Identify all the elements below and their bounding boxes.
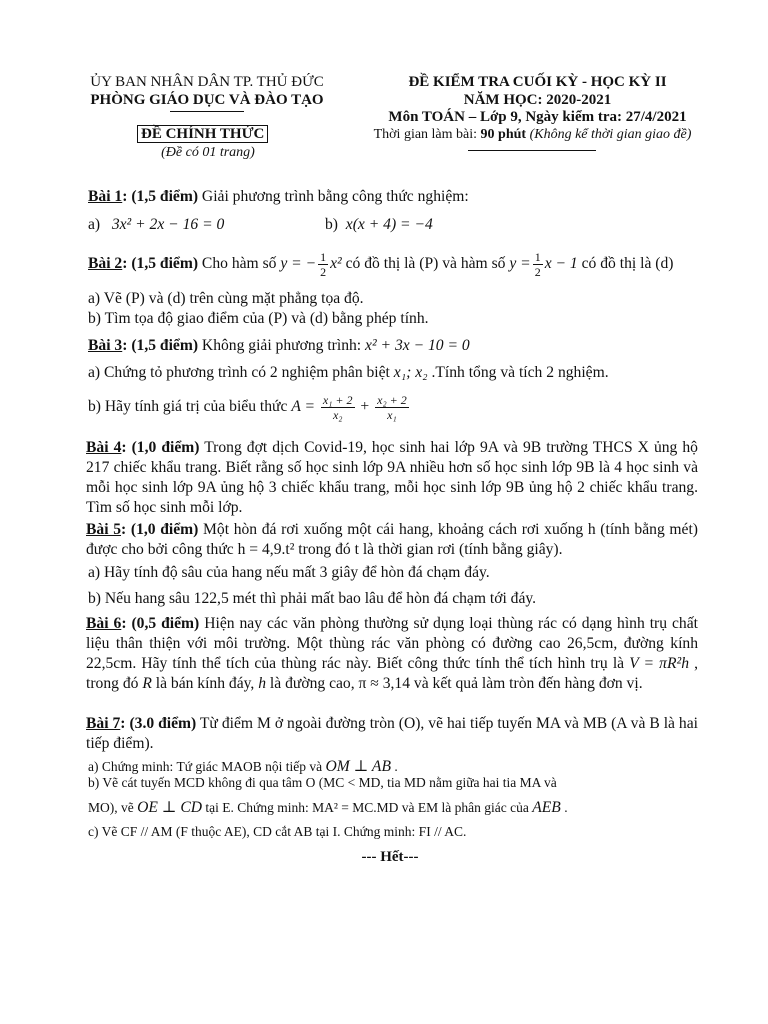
bai7-paragraph: Bài 7: (3.0 điểm) Từ điểm M ở ngoài đường tròn (O), vẽ hai tiếp tuyến MA và MB (A và B là hai tiếp điểm). xyxy=(86,715,698,752)
bai3-a: a) Chứng tỏ phương trình có 2 nghiệm phân biệt x₁; x₂ .Tính tổng và tích 2 nghiệm. xyxy=(88,364,609,381)
exam-title: ĐỀ KIỂM TRA CUỐI KỲ - HỌC KỲ II xyxy=(408,74,667,90)
subject-line: Môn TOÁN – Lớp 9, Ngày kiểm tra: 27/4/2021 xyxy=(388,109,687,125)
header-left-divider xyxy=(170,111,244,112)
bai6-paragraph: Bài 6: (0,5 điểm) Hiện nay các văn phòng thường sử dụng loại thùng rác có dạng hình trụ chất liệu thân thiện với môi trường. Một thùng rác văn phòng có đường cao 26,5cm, đường kính 22,5cm. Hãy tính thể tích của thùng rác này. Biết công thức tính thể tích hình trụ là V = πR²h , trong đó R là bán kính đáy, h là đường cao, π ≈ 3,14 và kết quả làm tròn đến hàng đơn vị. xyxy=(86,615,699,692)
end-marker: --- Hết--- xyxy=(361,849,419,865)
bai1-a: a) 3x² + 2x − 16 = 0 xyxy=(88,216,225,233)
time-line: Thời gian làm bài: 90 phút (Không kể thời gian giao đề) xyxy=(373,127,692,142)
school-year: NĂM HỌC: 2020-2021 xyxy=(463,92,612,108)
pages-note: (Đề có 01 trang) xyxy=(161,145,255,160)
bai5-paragraph: Bài 5: (1,0 điểm) Một hòn đá rơi xuống một cái hang, khoảng cách rơi xuống h (tính bằng mét) được cho bởi công thức h = 4,9.t² trong đó t là thời gian rơi (tính bằng giây). xyxy=(86,521,698,558)
bai3-b: b) Hãy tính giá trị của biểu thức A = $\frac{\text{x₁ + 2}}{\text{x₂}}$ + $\frac{\text{x₂ + 2}}{\text{x₁}}$ xyxy=(88,393,407,422)
header-right-divider xyxy=(468,150,596,151)
bai7-c: c) Vẽ CF // AM (F thuộc AE), CD cắt AB tại I. Chứng minh: FI // AC. xyxy=(88,824,467,839)
bai5-b: b) Nếu hang sâu 122,5 mét thì phải mất bao lâu để hòn đá chạm tới đáy. xyxy=(88,590,537,607)
bai7-b-line2: MO), vẽ OE ⊥ CD tại E. Chứng minh: MA² = MC.MD và EM là phân giác của AEB . xyxy=(88,799,568,816)
bai5-a: a) Hãy tính độ sâu của hang nếu mất 3 giây để hòn đá chạm đáy. xyxy=(88,564,490,581)
bai2-heading: Bài 2: (1,5 điểm) Cho hàm số y = − $\frac{1}{2}$ x² có đồ thị là (P) và hàm số y = $\frac{1}{2}$ x − 1 có đồ thị là (d) xyxy=(88,250,674,279)
bai3-heading: Bài 3: (1,5 điểm) Không giải phương trình: x² + 3x − 10 = 0 xyxy=(88,337,470,354)
header-department: PHÒNG GIÁO DỤC VÀ ĐÀO TẠO xyxy=(90,92,324,108)
bai7-a: a) Chứng minh: Tứ giác MAOB nội tiếp và OM ⊥ AB . xyxy=(88,758,398,775)
bai2-a: a) Vẽ (P) và (d) trên cùng mặt phẳng tọa độ. xyxy=(88,290,364,307)
bai1-heading: Bài 1: (1,5 điểm) Giải phương trình bằng công thức nghiệm: xyxy=(88,188,469,205)
bai1-b: b) x(x + 4) = −4 xyxy=(325,216,433,233)
header-committee: ỦY BAN NHÂN DÂN TP. THỦ ĐỨC xyxy=(90,74,324,90)
bai7-b-line1: b) Vẽ cát tuyến MCD không đi qua tâm O (MC < MD, tia MD nằm giữa hai tia MA và xyxy=(88,775,557,790)
official-label: ĐỀ CHÍNH THỨC xyxy=(137,126,268,143)
bai4-paragraph: Bài 4: (1,0 điểm) Trong đợt dịch Covid-19, học sinh hai lớp 9A và 9B trường THCS X ủng hộ 217 chiếc khẩu trang. Biết rằng số học sinh lớp 9A nhiều hơn số học sinh lớp 9B là 4 học sinh và mỗi học sinh lớp 9A ủng hộ 3 chiếc khẩu trang, mỗi học sinh lớp 9B ủng hộ 2 chiếc khẩu trang. Tìm số học sinh mỗi lớp. xyxy=(86,439,698,516)
bai2-b: b) Tìm tọa độ giao điểm của (P) và (d) bằng phép tính. xyxy=(88,310,429,327)
